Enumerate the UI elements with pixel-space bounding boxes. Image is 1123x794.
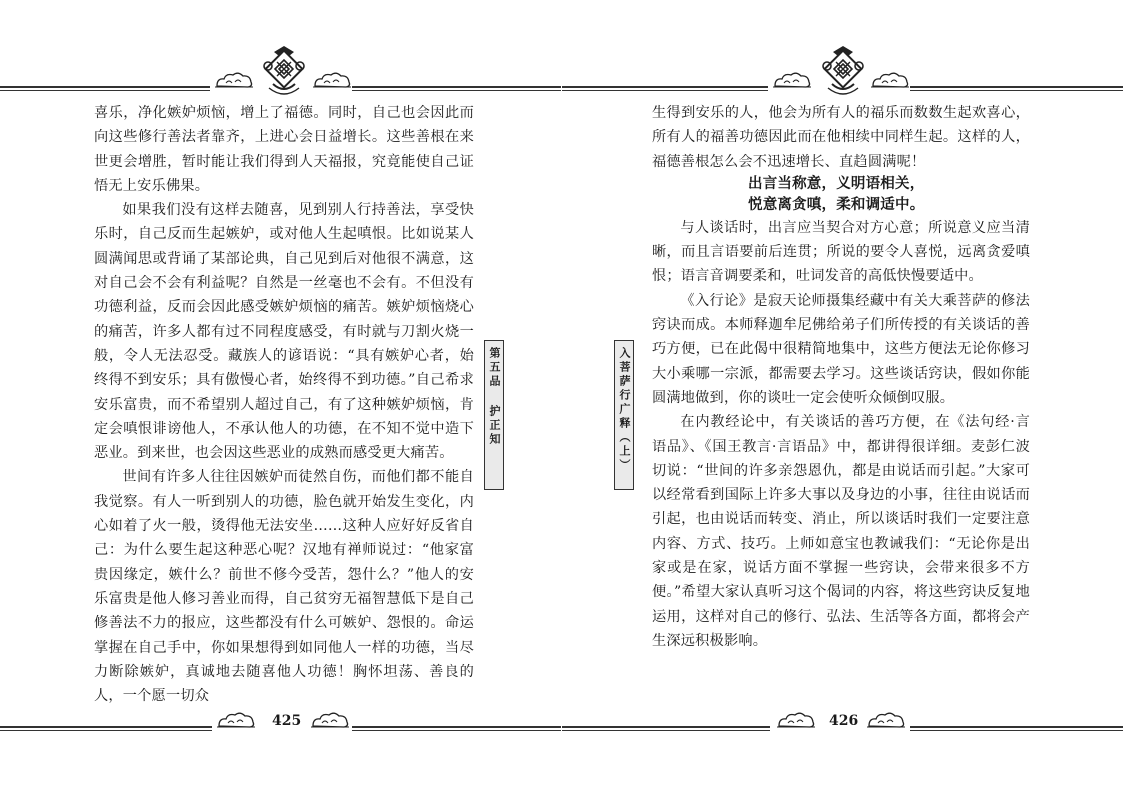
chapter-side-tab <box>484 340 504 490</box>
auspicious-cloud-icon <box>866 710 906 730</box>
chapter-side-tab-label: 第五品 护正知 <box>488 347 501 447</box>
paragraph: 生得到安乐的人，他会为所有人的福乐而数数生起欢喜心，所有人的福善功德因此而在他相续中同样生起。这样的人，福德善根怎么会不迅速增长、直趋圆满呢！ <box>652 105 1030 170</box>
paragraph: 喜乐，净化嫉妒烦恼，增上了福德。同时，自己也会因此而向这些修行善法者靠齐，上进心会日益增长。这些善根在来世更会增胜，暂时能让我们得到人天福报，究竟能使自己证悟无上安乐佛果。 <box>94 105 474 194</box>
paragraph: 与人谈话时，出言应当契合对方心意；所说意义应当清晰，而且言语要前后连贯；所说的要令人喜悦，远离贪爱嗔恨；语言音调要柔和，吐词发音的高低快慢要适中。 <box>652 219 1030 285</box>
verse-line: 出言当称意，义明语相关， <box>748 175 925 192</box>
auspicious-cloud-icon <box>214 70 254 90</box>
footer-rule <box>562 726 770 731</box>
footer-rule <box>352 726 561 731</box>
endless-knot-icon <box>820 44 866 96</box>
book-title-side-tab <box>614 340 634 490</box>
auspicious-cloud-icon <box>772 70 812 90</box>
auspicious-cloud-icon <box>312 70 352 90</box>
footer-rule <box>0 726 212 731</box>
book-title-side-tab-label: 入菩萨行广释（上） <box>618 347 631 473</box>
header-rule <box>910 86 1123 91</box>
header-rule <box>562 86 768 91</box>
auspicious-cloud-icon <box>776 710 816 730</box>
paragraph: 世间有许多人往往因嫉妒而徒然自伤，而他们都不能自我觉察。有人一听到别人的功德，脸色就开始发生变化，内心如着了火一般，烫得他无法安坐……这种人应好好反省自己：为什么要生起这种恶心呢？汉地有禅师说过：“他家富贵因缘定，嫉什么？前世不修今受苦，怨什么？”他人的安乐富贵是他人修习善业而得，自己贫穷无福智慧低下是自己修善法不力的报应，这些都没有什么可嫉妒、怨恨的。命运掌握在自己手中，你如果想得到如同他人一样的功德，当尽力断除嫉妒，真诚地去随喜他人功德！胸怀坦荡、善良的人，一个愿一切众 <box>94 469 474 705</box>
page-number: 426 <box>829 713 859 729</box>
page-number: 425 <box>272 713 302 729</box>
auspicious-cloud-icon <box>310 710 350 730</box>
auspicious-cloud-icon <box>216 710 256 730</box>
footer-rule <box>910 726 1123 731</box>
auspicious-cloud-icon <box>870 70 910 90</box>
right-page <box>562 0 1123 794</box>
header-rule <box>352 86 561 91</box>
header-rule <box>0 86 210 91</box>
paragraph: 《入行论》是寂天论师摄集经藏中有关大乘菩萨的修法窍诀而成。本师释迦牟尼佛给弟子们所传授的有关谈话的善巧方便，已在此偈中很精简地集中，这些方便法无论你修习大小乘哪一宗派，都需要去学习。这些谈话窍诀，假如你能圆满地做到，你的谈吐一定会使听众倾倒叹服。 <box>652 292 1030 406</box>
left-page <box>0 0 561 794</box>
right-body-text <box>652 101 1030 653</box>
paragraph: 在内教经论中，有关谈话的善巧方便，在《法句经·言语品》、《国王教言·言语品》中，都讲得很详细。麦彭仁波切说：“世间的许多亲怨恩仇，都是由说话而引起。”大家可以经常看到国际上许多大事以及身边的小事，往往由说话而引起，也由说话而转变、消止，所以谈话时我们一定要注意内容、方式、技巧。上师如意宝也教诫我们：“无论你是出家或是在家，说话方面不掌握一些窍诀，会带来很多不方便。”希望大家认真听习这个偈词的内容，将这些窍诀反复地运用，这样对自己的修行、弘法、生活等各方面，都将会产生深远积极影响。 <box>652 414 1030 649</box>
endless-knot-icon <box>261 44 307 96</box>
paragraph: 如果我们没有这样去随喜，见到别人行持善法，享受快乐时，自己反而生起嫉妒，或对他人生起嗔恨。比如说某人圆满闻思或背诵了某部论典，自己见到后对他很不满意，这对自己会不会有利益呢？自然是一丝毫也不会有。不但没有功德利益，反而会因此感受嫉妒烦恼的痛苦。嫉妒烦恼烧心的痛苦，许多人都有过不同程度感受，有时就与刀割火烧一般，令人无法忍受。藏族人的谚语说：“具有嫉妒心者，始终得不到安乐；具有傲慢心者，始终得不到功德。”自己希求安乐富贵，而不希望别人超过自己，有了这种嫉妒烦恼，肯定会嗔恨诽谤他人，不承认他人的功德，在不知不觉中造下恶业。到来世，也会因这些恶业的成熟而感受更大痛苦。 <box>94 202 474 462</box>
verse-block <box>748 174 1030 216</box>
verse-line: 悦意离贪嗔，柔和调适中。 <box>748 196 925 213</box>
left-body-text <box>94 101 474 708</box>
